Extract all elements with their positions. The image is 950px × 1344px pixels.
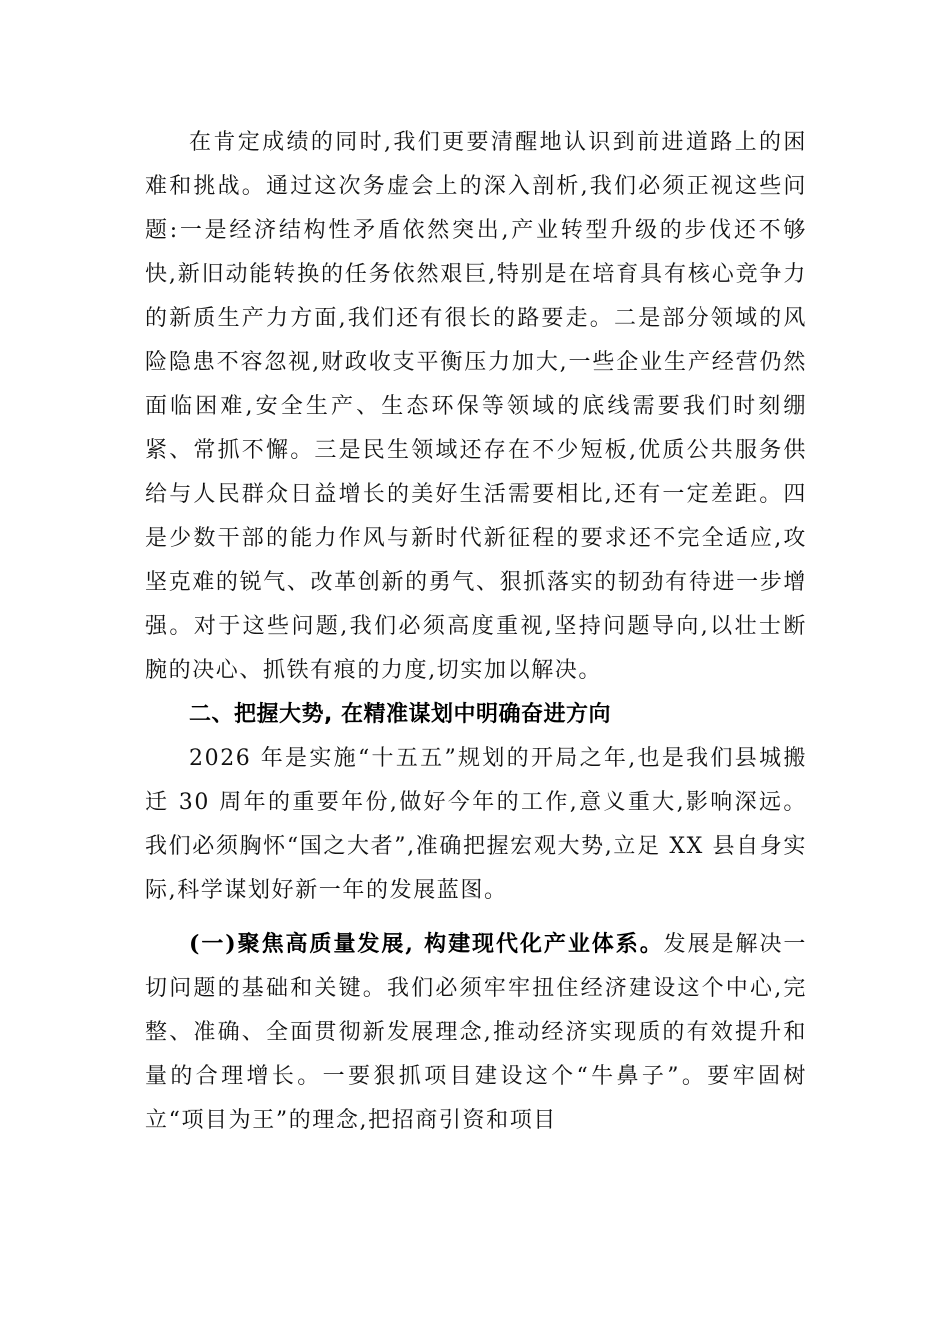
paragraph-challenges: 在肯定成绩的同时,我们更要清醒地认识到前进道路上的困难和挑战。通过这次务虚会上的深入剖析,我们必须正视这些问题:一是经济结构性矛盾依然突出,产业转型升级的步伐还不够快,新旧动能转换的任务依然艰巨,特别是在培育具有核心竞争力的新质生产力方面,我们还有很长的路要走。二是部分领域的风险隐患不容忽视,财政收支平衡压力加大,一些企业生产经营仍然面临困难,安全生产、生态环保等领域的底线需要我们时刻绷紧、常抓不懈。三是民生领域还存在不少短板,优质公共服务供给与人民群众日益增长的美好生活需要相比,还有一定差距。四是少数干部的能力作风与新时代新征程的要求还不完全适应,攻坚克难的锐气、改革创新的勇气、狠抓落实的韧劲有待进一步增强。对于这些问题,我们必须高度重视,坚持问题导向,以壮士断腕的决心、抓铁有痕的力度,切实加以解决。 — [145, 130, 807, 683]
paragraph-high-quality-development — [145, 922, 807, 1143]
subsection-heading-1: (一)聚焦高质量发展, 构建现代化产业体系。 — [189, 931, 664, 957]
paragraph-body-text: 发展是解决一切问题的基础和关键。我们必须牢牢扭住经济建设这个中心,完整、准确、全面贯彻新发展理念,推动经济实现质的有效提升和量的合理增长。一要狠抓项目建设这个“牛鼻子”。要牢固树立“项目为王”的理念,把招商引资和项目 — [145, 932, 807, 1133]
paragraph-2026-outlook: 2026 年是实施“十五五”规划的开局之年,也是我们县城搬迁 30 周年的重要年份,做好今年的工作,意义重大,影响深远。我们必须胸怀“国之大者”,准确把握宏观大势,立足 XX 县自身实际,科学谋划好新一年的发展蓝图。 — [145, 746, 807, 903]
section-heading-2: 二、把握大势, 在精准谋划中明确奋进方向 — [189, 702, 612, 727]
document-page — [145, 121, 807, 1143]
